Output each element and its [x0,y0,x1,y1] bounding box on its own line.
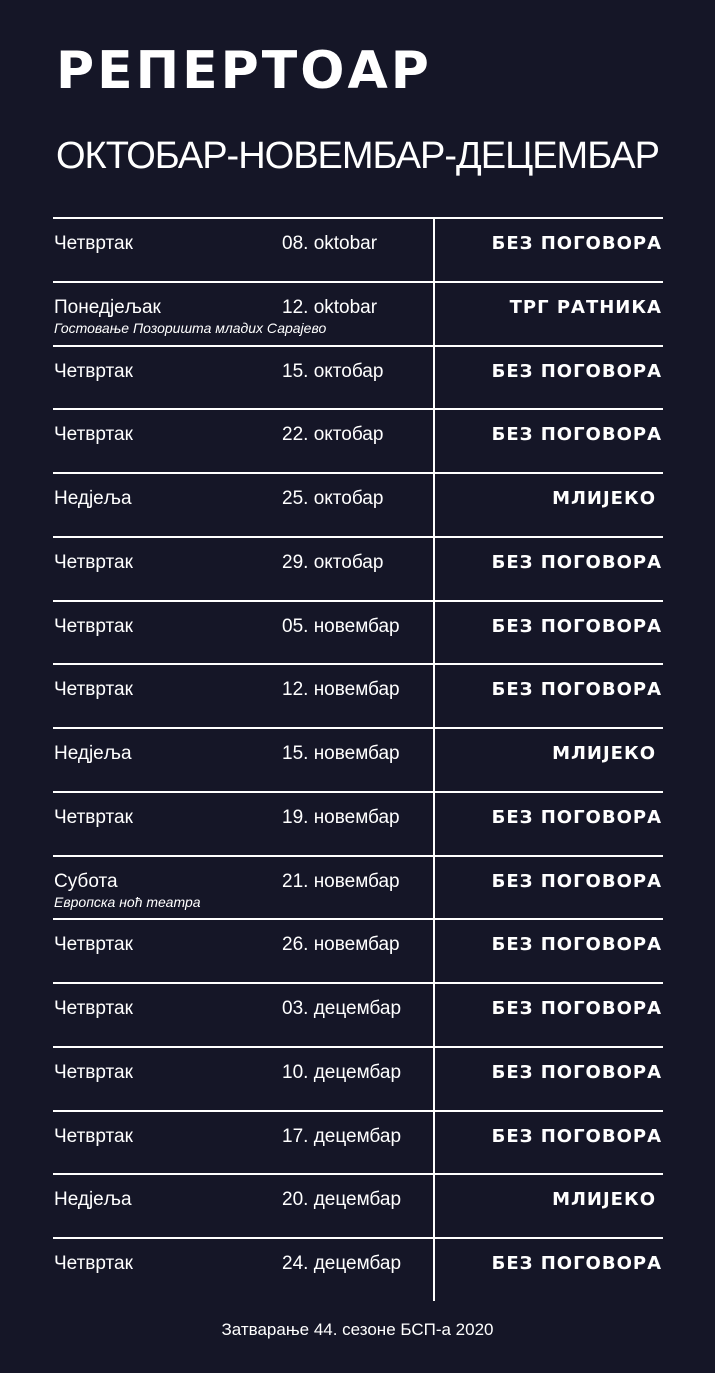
date-label: 20. децембар [282,1189,402,1211]
day-label: Четвртак [54,1253,133,1274]
table-row [53,281,663,345]
column-divider [433,347,435,409]
date-label: 12. oktobar [282,296,378,318]
column-divider [433,283,435,345]
column-divider [433,1112,435,1174]
table-row [53,791,663,855]
column-divider [433,602,435,664]
column-divider [433,538,435,600]
show-title: БЕЗ ПОГОВОРА [491,424,662,446]
show-title: БЕЗ ПОГОВОРА [491,233,662,254]
date-label: 12. новембар [282,679,400,701]
day-label: Понедјељак [54,296,161,318]
day-label: Недјеља [54,488,132,509]
show-title: ТРГ РАТНИКА [509,296,662,318]
day-label: Четвртак [54,934,133,956]
date-label: 17. децембар [282,1125,402,1147]
column-divider [433,984,435,1046]
event-note: Гостовање Позоришта младих Сарајево [54,319,327,336]
table-row [53,918,663,982]
table-row [53,663,663,727]
day-label: Четвртак [54,1125,133,1147]
column-divider [433,219,435,281]
date-label: 10. децембар [282,1061,402,1083]
show-title: МЛИЈЕКО [552,488,656,509]
show-title: БЕЗ ПОГОВОРА [491,679,662,701]
day-label: Четвртак [54,615,133,637]
date-label: 22. октобар [282,424,384,446]
show-title: МЛИЈЕКО [552,1189,656,1211]
show-title: БЕЗ ПОГОВОРА [491,1061,662,1083]
show-title: БЕЗ ПОГОВОРА [491,1125,662,1147]
date-label: 25. октобар [282,488,384,509]
column-divider [433,1175,435,1237]
table-row [53,1173,663,1237]
table-row [53,536,663,600]
date-label: 05. новембар [282,615,400,637]
date-label: 15. октобар [282,360,384,382]
footer-text: Затварање 44. сезоне БСП-а 2020 [221,1320,494,1339]
day-label: Четвртак [54,424,133,446]
column-divider [433,474,435,536]
table-row [53,472,663,536]
show-title: БЕЗ ПОГОВОРА [491,870,662,892]
column-divider [433,920,435,982]
date-label: 24. децембар [282,1253,402,1274]
day-label: Недјеља [54,1189,132,1211]
schedule-table [53,217,663,1301]
page-subtitle: ОКТОБАР-НОВЕМБАР-ДЕЦЕМБАР [56,135,659,177]
page-title: РЕПЕРТОАР [56,41,432,101]
show-title: БЕЗ ПОГОВОРА [491,806,662,828]
table-row [53,982,663,1046]
date-label: 26. новембар [282,934,400,956]
table-row [53,727,663,791]
day-label: Четвртак [54,679,133,701]
date-label: 03. децембар [282,998,402,1019]
table-row [53,855,663,919]
show-title: БЕЗ ПОГОВОРА [491,998,662,1019]
table-row [53,600,663,664]
column-divider [433,410,435,472]
day-label: Четвртак [54,551,133,573]
date-label: 08. oktobar [282,233,378,254]
day-label: Недјеља [54,743,132,764]
column-divider [433,1048,435,1110]
day-label: Четвртак [54,998,133,1019]
event-note: Европска ноћ театра [54,893,201,910]
table-row [53,345,663,409]
table-row [53,1110,663,1174]
column-divider [433,793,435,855]
day-label: Четвртак [54,1061,133,1083]
table-row [53,408,663,472]
show-title: МЛИЈЕКО [552,743,656,764]
day-label: Четвртак [54,360,133,382]
date-label: 15. новембар [282,743,400,764]
day-label: Четвртак [54,233,133,254]
table-row [53,1046,663,1110]
column-divider [433,665,435,727]
table-row [53,1237,663,1301]
column-divider [433,1239,435,1301]
date-label: 29. октобар [282,551,384,573]
show-title: БЕЗ ПОГОВОРА [491,934,662,956]
day-label: Четвртак [54,806,133,828]
date-label: 19. новембар [282,806,400,828]
show-title: БЕЗ ПОГОВОРА [491,360,662,382]
column-divider [433,857,435,919]
show-title: БЕЗ ПОГОВОРА [491,1253,662,1274]
show-title: БЕЗ ПОГОВОРА [491,551,662,573]
show-title: БЕЗ ПОГОВОРА [491,615,662,637]
date-label: 21. новембар [282,870,400,892]
table-row [53,217,663,281]
day-label: Субота [54,870,118,892]
column-divider [433,729,435,791]
